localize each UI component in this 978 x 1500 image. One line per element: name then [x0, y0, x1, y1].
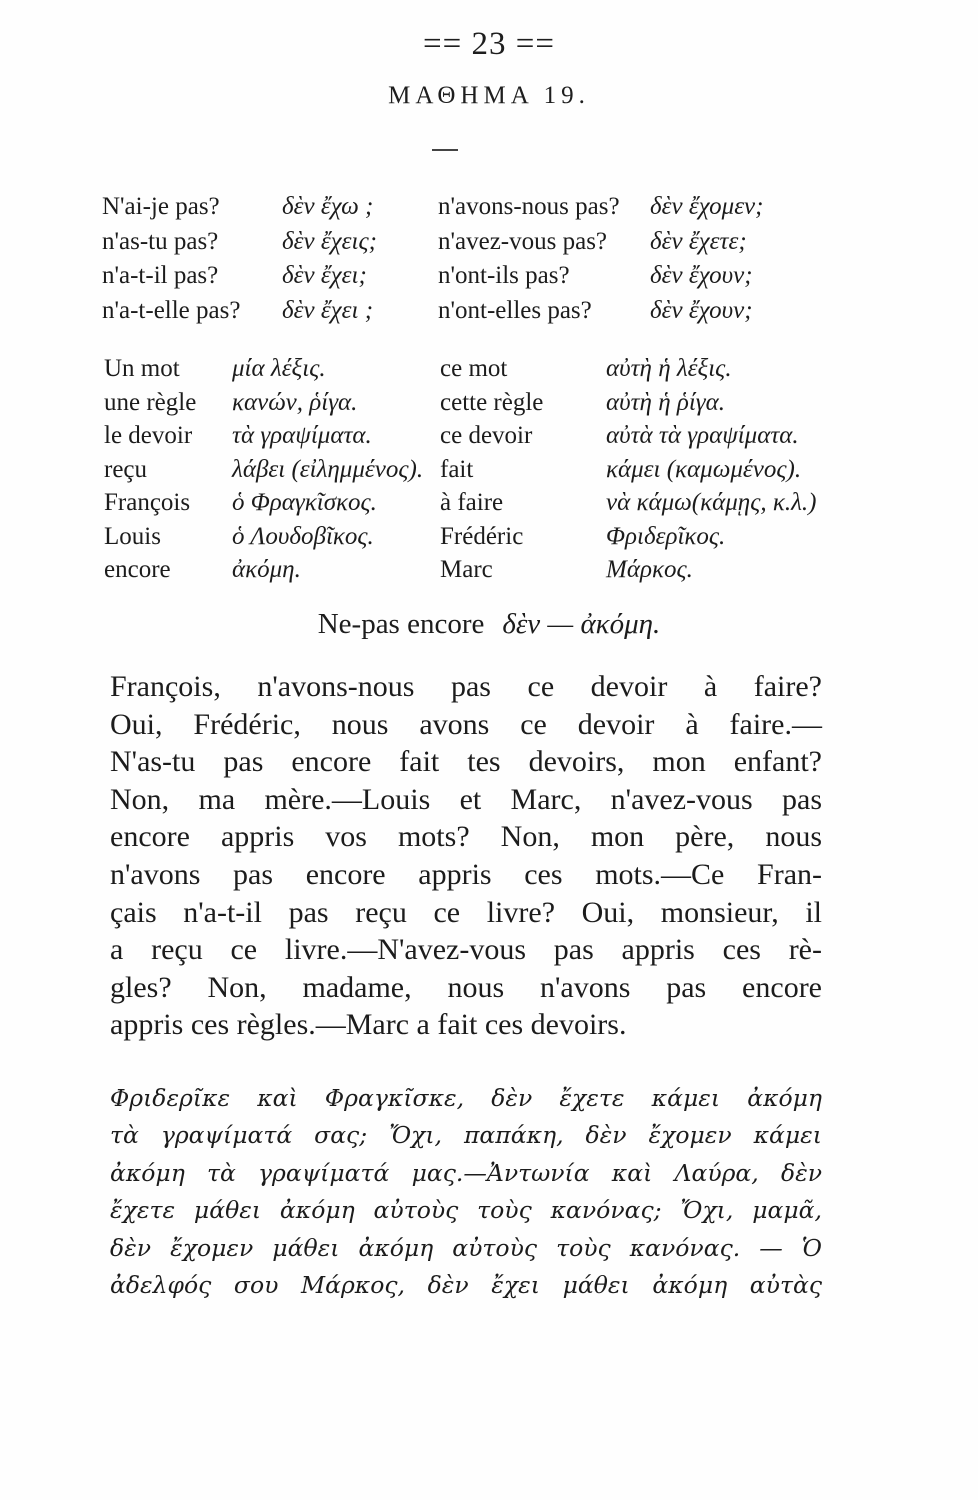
greek-exercise-line: ἀκόμη τὰ γραψίματά μας.—Ἀντωνία καὶ Λαύρα, δὲν: [110, 1158, 822, 1187]
conjugation-row: [102, 259, 842, 294]
title-rule: [432, 149, 458, 151]
conjugation-french-plural: n'ont-ils pas?: [438, 262, 570, 289]
conjugation-greek-singular: δὲν ἔχεις;: [282, 227, 377, 255]
vocab-greek-right: νὰ κάμω(κάμῃς, κ.λ.): [606, 489, 817, 516]
vocabulary-row: [104, 386, 844, 420]
french-exercise-line: Oui, Frédéric, nous avons ce devoir à faire.—: [110, 707, 822, 741]
vocab-greek-left: τὰ γραψίματα.: [232, 422, 372, 449]
vocabulary-row: [104, 553, 844, 587]
vocab-french-left: Un mot: [104, 355, 180, 382]
vocab-french-left: François: [104, 489, 191, 516]
conjugation-greek-plural: δὲν ἔχουν;: [650, 296, 753, 324]
lesson-title: ΜΑΘΗΜΑ 19.: [388, 82, 590, 109]
french-exercise-line: François, n'avons-nous pas ce devoir à faire?: [110, 670, 822, 703]
vocab-greek-right: Φριδερῖκος.: [606, 522, 726, 550]
vocab-greek-right: κάμει (καμωμένος).: [606, 455, 802, 483]
vocab-french-right: à faire: [440, 489, 504, 516]
vocab-greek-left: ἀκόμη.: [232, 556, 301, 583]
page-number: == 23 ==: [423, 26, 555, 62]
conjugation-french-plural: n'ont-elles pas?: [438, 296, 592, 324]
conjugation-french-plural: n'avons-nous pas?: [438, 193, 620, 220]
vocabulary-row: [104, 486, 844, 520]
conjugation-row: [102, 294, 842, 329]
conjugation-row: [102, 225, 842, 260]
vocab-french-left: le devoir: [104, 422, 193, 449]
vocab-greek-left: κανών, ῥίγα.: [232, 388, 358, 416]
grammar-rule: [0, 608, 978, 641]
vocab-french-right: ce mot: [440, 355, 508, 382]
conjugation-french-plural: n'avez-vous pas?: [438, 227, 608, 255]
french-exercise-line: çais n'a-t-il pas reçu ce livre? Oui, monsieur, il: [110, 895, 822, 929]
vocabulary-row: [104, 520, 844, 554]
conjugation-greek-plural: δὲν ἔχουν;: [650, 262, 753, 289]
conjugation-greek-singular: δὲν ἔχω ;: [282, 193, 374, 220]
vocab-french-left: une règle: [104, 388, 197, 416]
conjugation-greek-plural: δὲν ἔχομεν;: [650, 193, 764, 220]
vocab-french-left: reçu: [104, 455, 148, 483]
greek-exercise-line: Φριδερῖκε καὶ Φραγκῖσκε, δὲν ἔχετε κάμει ἀκόμη: [110, 1084, 822, 1112]
greek-exercise-line: ἔχετε μάθει ἀκόμη αὐτοὺς τοὺς κανόνας; Ὄχι, μαμᾶ,: [110, 1196, 822, 1225]
conjugation-table: [102, 190, 842, 328]
conjugation-french-singular: n'as-tu pas?: [102, 227, 219, 255]
grammar-rule-greek: δὲν — ἀκόμη.: [502, 608, 661, 640]
vocabulary-row: [104, 352, 844, 386]
vocab-greek-left: ὁ Φραγκῖσκος.: [232, 489, 377, 516]
conjugation-greek-singular: δὲν ἔχει ;: [282, 296, 374, 324]
grammar-rule-french: Ne-pas encore: [317, 608, 485, 640]
conjugation-french-singular: n'a-t-il pas?: [102, 262, 219, 289]
greek-exercise-line: ἀδελφός σου Μάρκος, δὲν ἔχει μάθει ἀκόμη αὐτὰς: [110, 1271, 822, 1300]
french-exercise-line: a reçu ce livre.—N'avez-vous pas appris ces rè-: [110, 933, 822, 967]
greek-exercise: [110, 1080, 822, 1304]
french-exercise-line: n'avons pas encore appris ces mots.—Ce Fran-: [110, 857, 822, 891]
french-exercise-line: N'as-tu pas encore fait tes devoirs, mon enfant?: [110, 745, 822, 779]
greek-exercise-line: τὰ γραψίματά σας; Ὄχι, παπάκη, δὲν ἔχομεν κάμει: [110, 1121, 822, 1150]
conjugation-row: [102, 190, 842, 225]
vocab-greek-right: αὐτὴ ἡ λέξις.: [606, 355, 732, 382]
conjugation-french-singular: N'ai-je pas?: [102, 193, 220, 220]
vocabulary-row: [104, 419, 844, 453]
vocabulary-row: [104, 453, 844, 487]
vocabulary-table: [104, 352, 844, 587]
vocab-greek-right: αὐτὴ ἡ ῥίγα.: [606, 388, 726, 416]
vocab-french-right: cette règle: [440, 388, 544, 416]
french-exercise-line: gles? Non, madame, nous n'avons pas encore: [110, 970, 822, 1004]
vocab-french-left: Louis: [104, 522, 161, 550]
vocab-greek-left: λάβει (εἰλημμένος).: [232, 455, 424, 483]
french-exercise-line: Non, ma mère.—Louis et Marc, n'avez-vous pas: [110, 782, 822, 816]
french-exercise: [110, 668, 822, 1044]
vocab-french-right: Frédéric: [440, 522, 524, 550]
conjugation-french-singular: n'a-t-elle pas?: [102, 296, 241, 324]
french-exercise-line: encore appris vos mots? Non, mon père, nous: [110, 820, 822, 854]
conjugation-greek-plural: δὲν ἔχετε;: [650, 227, 747, 255]
vocab-greek-right: Μάρκος.: [606, 556, 693, 583]
vocab-french-right: fait: [440, 455, 474, 483]
conjugation-greek-singular: δὲν ἔχει;: [282, 262, 367, 289]
vocab-greek-right: αὐτὰ τὰ γραψίματα.: [606, 422, 799, 449]
greek-exercise-line: δὲν ἔχομεν μάθει ἀκόμη αὐτοὺς τοὺς κανόνας. — Ὁ: [110, 1233, 822, 1262]
vocab-french-right: Marc: [440, 556, 493, 583]
french-exercise-line: appris ces règles.—Marc a fait ces devoirs.: [110, 1008, 627, 1042]
vocab-greek-left: μία λέξις.: [232, 355, 326, 382]
vocab-french-right: ce devoir: [440, 422, 533, 449]
vocab-greek-left: ὁ Λουδοβῖκος.: [232, 522, 374, 550]
vocab-french-left: encore: [104, 556, 171, 583]
